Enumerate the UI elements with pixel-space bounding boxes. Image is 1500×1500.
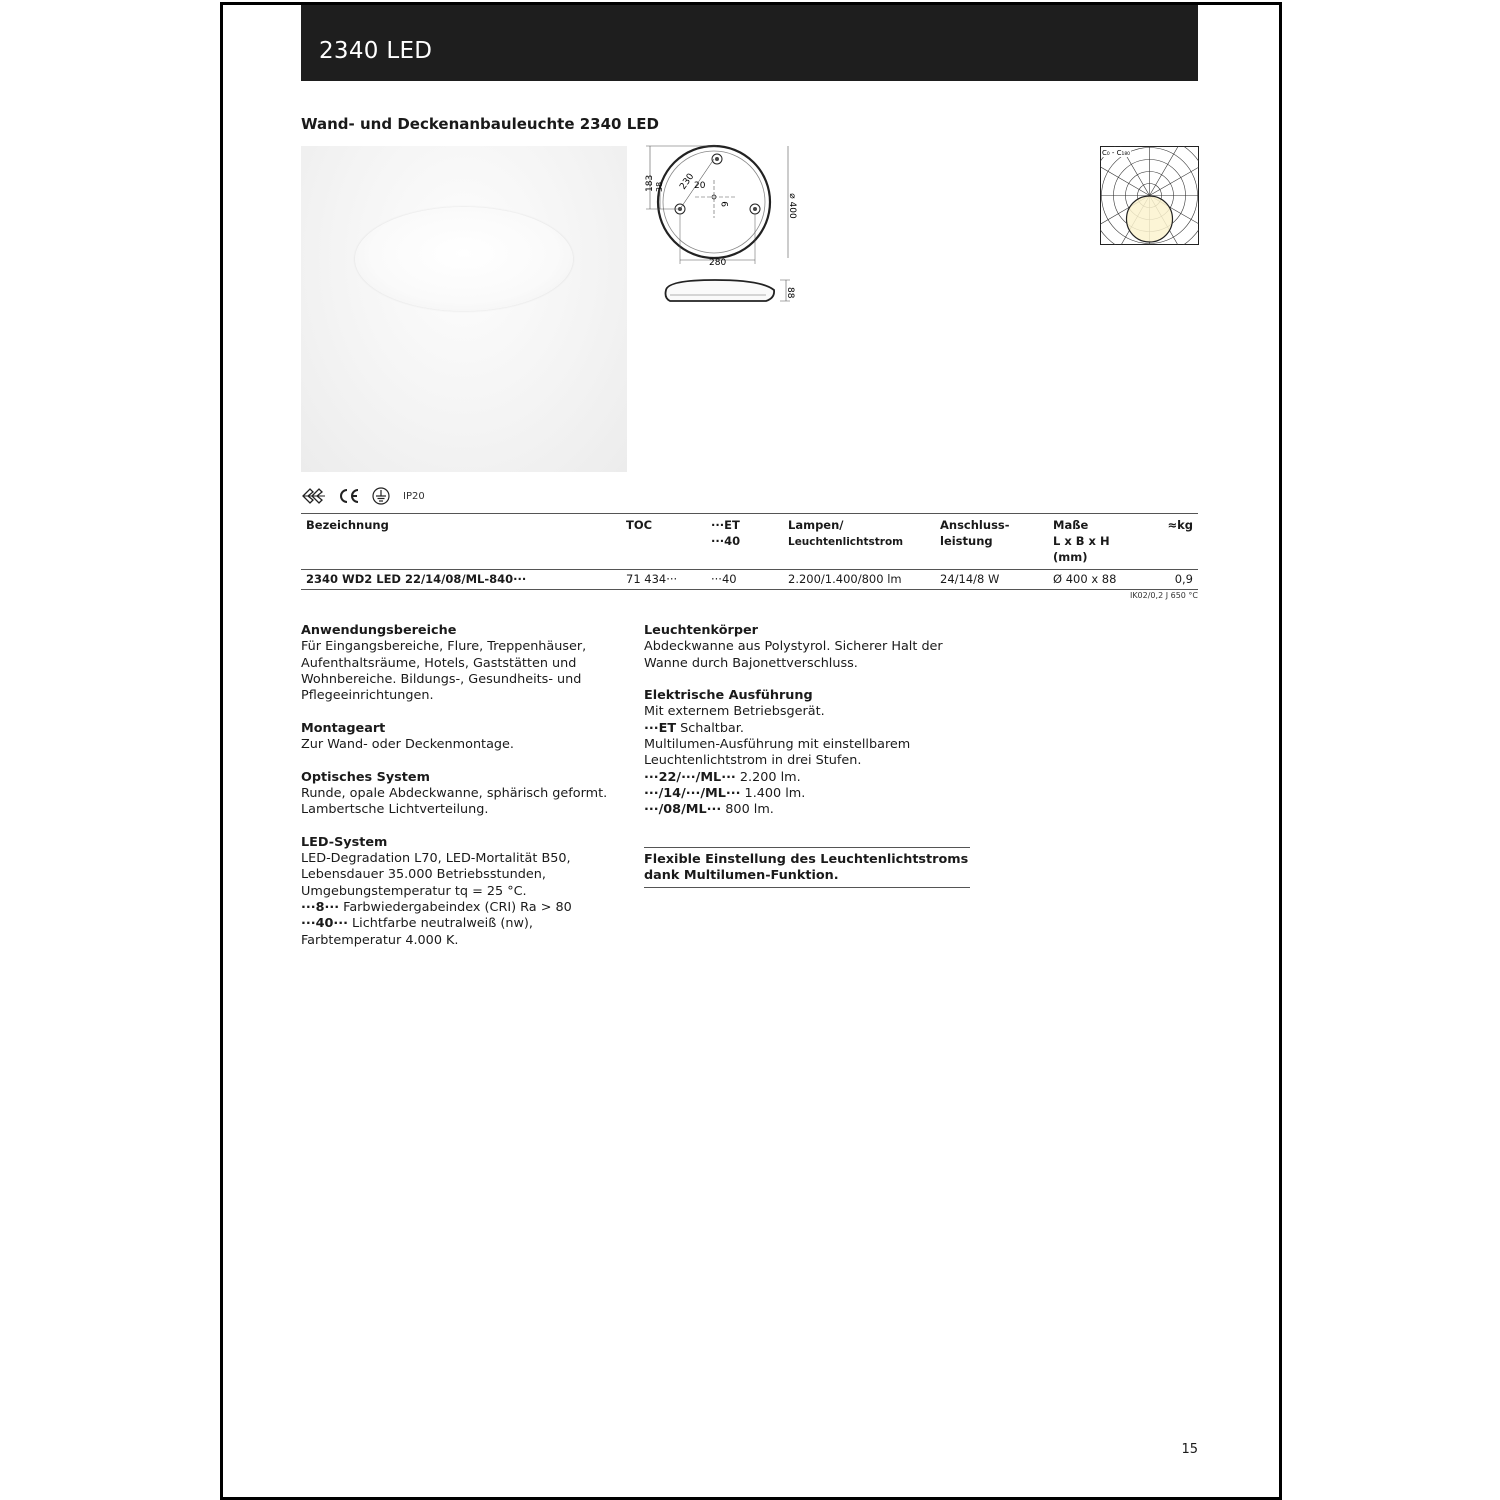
- table-header-row: [301, 514, 1198, 570]
- col-masse: Maße L x B x H (mm): [1048, 514, 1153, 570]
- ce-mark-icon: [337, 487, 361, 505]
- anwendung-heading: Anwendungsbereiche: [301, 623, 457, 638]
- col-toc: TOC: [621, 514, 706, 570]
- elek-text: Mit externem Betriebsgerät. ···ET Schaltbar. Multilumen-Ausführung mit einstellbarem Leuchtenlichtstrom in drei Stufen. ···22/···/ML··· 2.200 lm. ···/14/···/ML··· 1.400 lm. ···/08/ML··· 800 lm.: [644, 704, 911, 818]
- led-text: LED-Degradation L70, LED-Mortalität B50, Lebensdauer 35.000 Betriebsstunden, Umgebungstemperatur tq = 25 °C. ···8··· Farbwiedergabeindex (CRI) Ra > 80 ···40··· Lichtfarbe neutralweiß (nw), Farbtemperatur 4.000 K.: [301, 851, 572, 948]
- dim-230: 230: [678, 171, 697, 192]
- polar-label: C₀ - C₁₈₀: [1102, 149, 1130, 157]
- page-title: 2340 LED: [319, 38, 433, 64]
- drawing-hole-right-center: [753, 207, 757, 211]
- elek-heading: Elektrische Ausführung: [644, 688, 813, 704]
- drawing-side-view: [666, 280, 775, 301]
- anwendung-text: Für Eingangsbereiche, Flure, Treppenhäuser, Aufenthaltsräume, Hotels, Gaststätten und Wohnbereiche. Bildungs-, Gesundheits- und Pflegeeinrichtungen.: [301, 639, 587, 704]
- optik-heading: Optisches System: [301, 769, 430, 785]
- col-lampen: Lampen/ Leuchtenlichtstrom: [783, 514, 935, 570]
- dim-38: 38: [655, 181, 664, 192]
- polar-curve: [1127, 196, 1173, 242]
- page-number: 15: [1181, 1442, 1198, 1457]
- col-bezeichnung: Bezeichnung: [301, 514, 621, 570]
- cell-kg: 0,9: [1153, 570, 1198, 590]
- dim-280: 280: [709, 258, 727, 268]
- cell-bezeichnung: 2340 WD2 LED 22/14/08/ML-840···: [301, 570, 621, 590]
- led-heading: LED-System: [301, 834, 388, 850]
- ip-rating: IP20: [403, 490, 425, 502]
- cell-lampen: 2.200/1.400/800 lm: [783, 570, 935, 590]
- protection-class-icon: [371, 487, 391, 505]
- technical-drawing: [640, 140, 800, 320]
- col-kg: ≈kg: [1153, 514, 1198, 570]
- dim-diameter: ⌀ 400: [787, 193, 797, 219]
- header-bar: [301, 5, 1198, 81]
- col-et: ···ET ···40: [706, 514, 783, 570]
- koerper-heading: Leuchtenkörper: [644, 623, 758, 638]
- dim-20: 20: [694, 181, 706, 191]
- product-subtitle: Wand- und Deckenanbauleuchte 2340 LED: [301, 115, 659, 133]
- dim-183: 183: [645, 174, 655, 192]
- cell-toc: 71 434···: [621, 570, 706, 590]
- feature-callout: Flexible Einstellung des Leuchtenlichtstroms dank Multilumen-Funktion.: [644, 847, 970, 888]
- dim-9: 9: [721, 201, 731, 207]
- cell-masse: Ø 400 x 88: [1048, 570, 1153, 590]
- cell-et: ···40: [706, 570, 783, 590]
- col-anschluss: Anschluss- leistung: [935, 514, 1048, 570]
- luminaire-image: [355, 207, 573, 311]
- certification-marks: [301, 487, 425, 505]
- light-distribution-diagram: [1100, 146, 1199, 245]
- spec-table: [301, 513, 1198, 590]
- table-row: [301, 570, 1198, 590]
- right-column: [644, 623, 974, 835]
- cell-anschluss: 24/14/8 W: [935, 570, 1048, 590]
- montage-text: Zur Wand- oder Deckenmontage.: [301, 737, 514, 753]
- table-footnote: IK02/0,2 J 650 °C: [1129, 591, 1198, 600]
- optik-text: Runde, opale Abdeckwanne, sphärisch geformt. Lambertsche Lichtverteilung.: [301, 785, 608, 818]
- enec-mark-icon: [301, 487, 327, 505]
- koerper-text: Abdeckwanne aus Polystyrol. Sicherer Halt der Wanne durch Bajonettverschluss.: [644, 639, 943, 671]
- left-column: [301, 623, 631, 965]
- dim-88: 88: [785, 287, 795, 299]
- montage-heading: Montageart: [301, 720, 386, 736]
- drawing-hole-top-center: [715, 157, 719, 161]
